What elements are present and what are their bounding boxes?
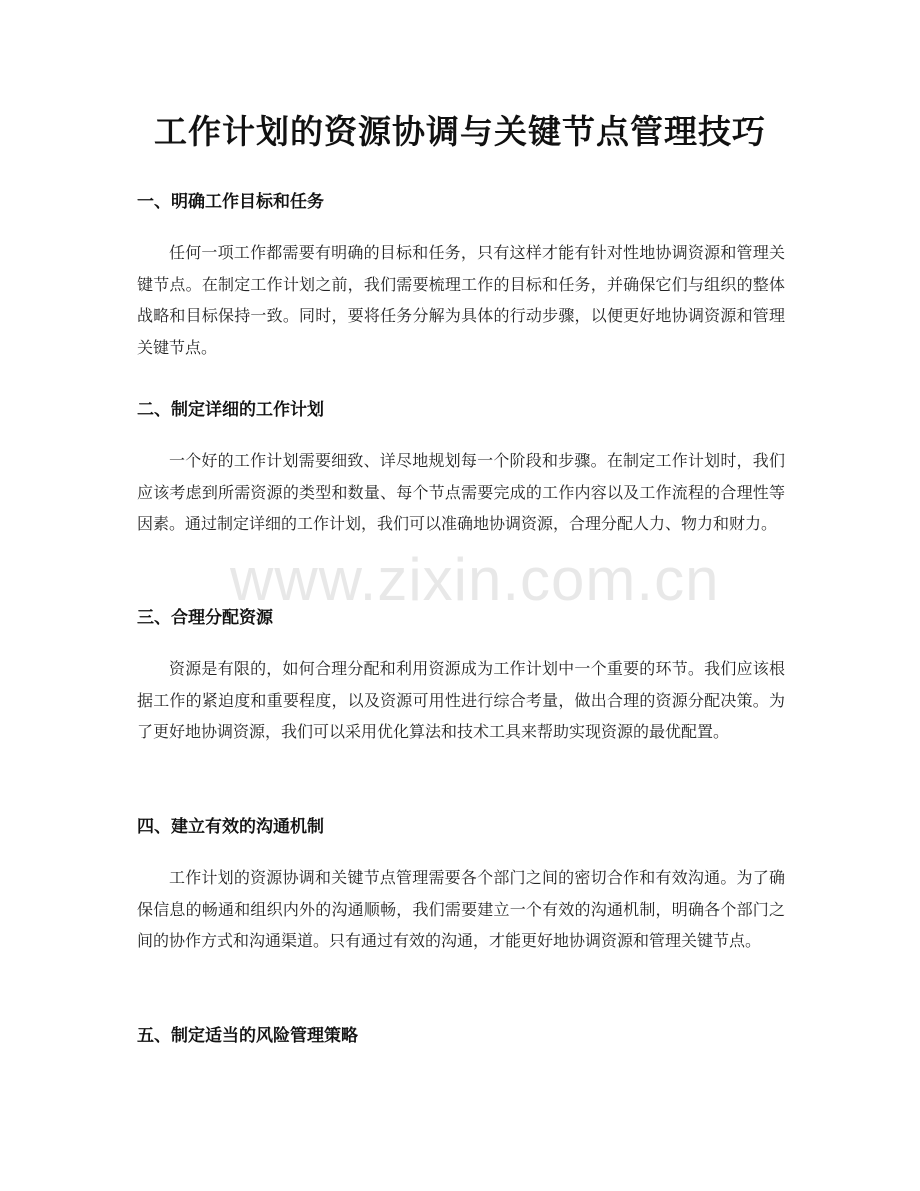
- watermark: www.zixin.com.cn: [230, 546, 720, 613]
- section-paragraph-4: 工作计划的资源协调和关键节点管理需要各个部门之间的密切合作和有效沟通。为了确保信息的畅通和组织内外的沟通顺畅，我们需要建立一个有效的沟通机制，明确各个部门之间的协作方式和沟通渠道。只有通过有效的沟通，才能更好地协调资源和管理关键节点。: [137, 868, 785, 950]
- section-paragraph-3: 资源是有限的，如何合理分配和利用资源成为工作计划中一个重要的环节。我们应该根据工作的紧迫度和重要程度，以及资源可用性进行综合考量，做出合理的资源分配决策。为了更好地协调资源，我们可以采用优化算法和技术工具来帮助实现资源的最优配置。: [137, 659, 785, 741]
- section-paragraph-1: 任何一项工作都需要有明确的目标和任务，只有这样才能有针对性地协调资源和管理关键节点。在制定工作计划之前，我们需要梳理工作的目标和任务，并确保它们与组织的整体战略和目标保持一致。同时，要将任务分解为具体的行动步骤，以便更好地协调资源和管理关键节点。: [137, 243, 785, 357]
- section-heading-3: 三、合理分配资源: [137, 608, 273, 628]
- section-heading-4: 四、建立有效的沟通机制: [137, 817, 324, 837]
- section-heading-1: 一、明确工作目标和任务: [137, 192, 324, 212]
- document-title: 工作计划的资源协调与关键节点管理技巧: [154, 112, 766, 151]
- section-heading-2: 二、制定详细的工作计划: [137, 400, 324, 420]
- section-heading-5: 五、制定适当的风险管理策略: [137, 1026, 358, 1046]
- section-paragraph-2: 一个好的工作计划需要细致、详尽地规划每一个阶段和步骤。在制定工作计划时，我们应该考虑到所需资源的类型和数量、每个节点需要完成的工作内容以及工作流程的合理性等因素。通过制定详细的工作计划，我们可以准确地协调资源，合理分配人力、物力和财力。: [137, 451, 785, 533]
